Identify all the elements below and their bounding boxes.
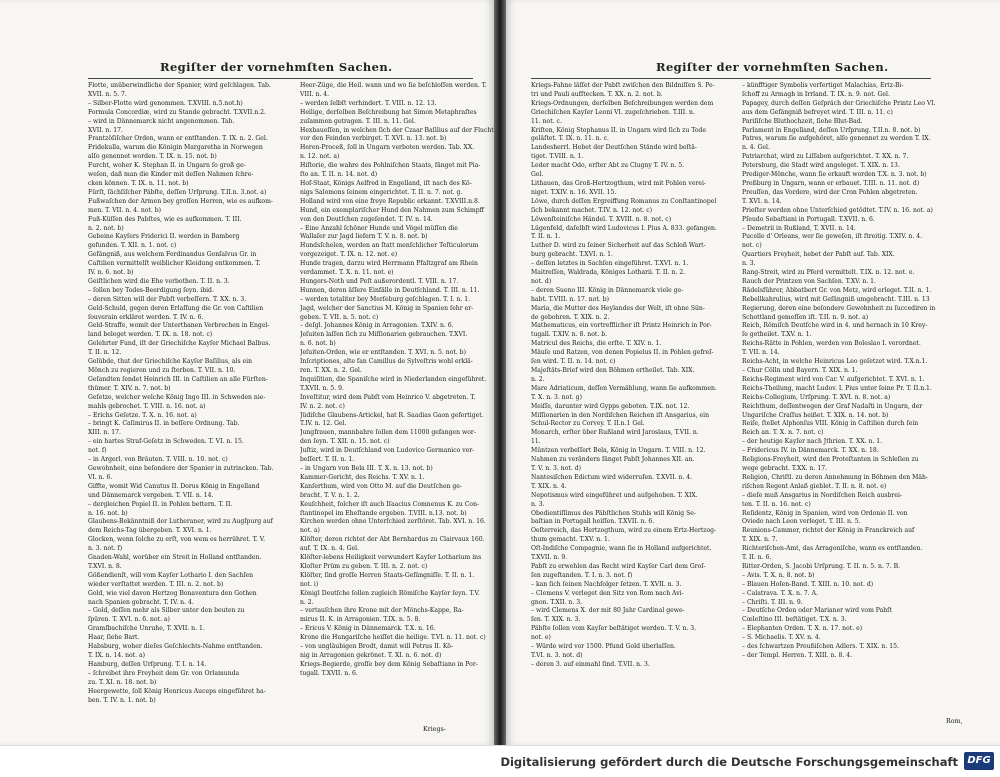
index-entry: Formula Concordiæ, wird zu Stande gebracht. T.XVII.n.2. <box>88 108 266 116</box>
index-entry: VI. n. 6. <box>88 473 113 481</box>
index-entry: cken können. T. IX. n. 11. not. b) <box>88 179 189 187</box>
index-entry: riſchen Regent Anlaß gieblet. T. II. n. 8. not. e) <box>742 482 887 490</box>
index-entry: aus dem Gefängniß befreyet wird. T. III. n. 11. c) <box>742 108 893 116</box>
index-entry: – Fridericus IV. in Dännemarck. T. XX. n. 18. <box>742 447 879 455</box>
index-entry: vor den Feinden verbirget. T. XVI. n. 13. not. b) <box>300 135 447 143</box>
index-entry: Rauch der Printzen von Sachſen. T.XV. n. 1. <box>742 277 876 285</box>
index-entry: T. V. n. 3. not. d) <box>531 464 581 472</box>
index-entry: Pabſt zu erwehlen das Recht wird Kayſer Carl dem Groſ- <box>531 562 706 570</box>
index-entry: thümer. T. XIV. n. 7. not. b) <box>88 384 171 392</box>
index-entry: tiget. T.VIII. n. 1. <box>531 153 584 161</box>
index-entry: T. XIX. n. 7. <box>742 536 778 544</box>
index-entry: Jeſuiten-Orden, wie er entſtanden. T. XVI. n. 5. not. b) <box>300 349 466 357</box>
index-entry: T. XVI. n. 14. <box>742 197 782 205</box>
index-entry: Wallaſer zur Jagd liefern T. V. n. 8. not. b) <box>300 233 428 241</box>
index-entry: Heergewette, ſoll König Henricus Auceps eingeführet ha- <box>88 687 266 695</box>
index-entry: – in Ungarn von Bela III. T. X. n. 13. not. b) <box>300 464 433 472</box>
index-entry: – von ungläubigen Brodt, damit will Petrus II. Kö- <box>300 643 453 651</box>
index-entry: n. 12. not. a) <box>300 153 340 161</box>
index-entry: ſen zugeſtanden. T. I. n. 3. not. f) <box>531 571 633 579</box>
index-entry: Heren-Proceß, ſoll in Ungarn verboten werden. Tab. XX. <box>300 144 475 152</box>
index-entry: 11. <box>531 438 541 446</box>
index-entry: habt. T.VIII. n. 17. not. b) <box>531 295 610 303</box>
index-entry: Mare Adriaticum, deſſen Vermählung, wann ſie aufkommen. <box>531 384 717 392</box>
index-entry: tugall. T.XVII. n. 6. <box>300 669 358 677</box>
index-entry: Inſcriptiones, alte fan Camillus de Sylveſtris wohl erklä- <box>300 358 473 366</box>
index-entry: Miſſionarien in den Nordiſchen Reichen iſt Ansgarius, ein <box>531 411 710 419</box>
index-entry: Fridekulla, warum die Königin Margaretha in Norwegen <box>88 144 263 152</box>
index-entry: geben. T. VII. n. 5. not. c) <box>300 313 379 321</box>
index-entry: Reſidentz, König in Spanien, wird von Ordonio II. von <box>742 509 908 517</box>
index-entry: Gebeine Kayſers Friderici II. werden in Bamberg <box>88 233 240 241</box>
index-entry: Flotte, unüberwindliche der Spanier, wird geſchlagen. Tab. <box>88 82 271 89</box>
index-entry: Hundsſchelen, werden an ſtatt menſchlicher Teſticulorum <box>300 242 479 250</box>
index-entry: Krone die Hungariſche heiſſet die heilige. T.VI. n. 11. not. c) <box>300 634 486 642</box>
index-entry: n. 6. not. b) <box>300 340 336 348</box>
index-entry: Päbſte ſollen vom Kayſer beſtätiget werden. T. V. n. 3. <box>531 625 697 633</box>
index-entry: Preßburg in Ungarn, wann er erbauet. T.III. n. 11. not. d) <box>742 179 920 187</box>
index-entry: Patriarchat, wird zu Liſſabon aufgerichtet. T. XX. n. 7. <box>742 153 909 161</box>
index-entry: – der Templ. Herren. T. XIII. n. 8. 4. <box>742 652 853 659</box>
index-entry: Luther D. wird zu ſeiner Sicherheit auf das Schloß Wart- <box>531 242 706 250</box>
index-entry: Patres, warum ſie aufgehöret, alſo genennet zu werden T. IX. <box>742 135 931 143</box>
index-entry: T. VII. n. 14. <box>742 349 780 357</box>
index-entry: Monarch, erſter über Rußland wird Jaroslaus, T.VII. n. <box>531 429 699 437</box>
index-entry: – ſollen bey Todes-Beerdigung ſeyn. ibid. <box>88 286 214 294</box>
index-entry: Reichthum, deſſentwegen der Graf Nadaſti in Ungarn, der <box>742 402 923 410</box>
index-entry: n. 2. <box>300 598 314 606</box>
index-entry: – bringt K. Caſimirus II. in beſſere Ordnung. Tab. <box>88 420 240 428</box>
index-entry: ſpüren. T. XVI. n. 6. not. a) <box>88 616 170 624</box>
index-entry: – ſchreibet ihre Freyheit dem Gr. von Orlamunda <box>88 669 240 677</box>
index-entry: Lithauen, das Groß-Hertzogthum, wird mit Pohlen verei- <box>531 179 706 187</box>
index-entry: weſen, daß man die Kinder mit deſſen Nahmen ſchre- <box>88 171 254 179</box>
index-entry: nig in Arragonien gekrönet. T. XI. n. 6. not. d) <box>300 652 442 659</box>
index-entry: ſen wird. T. II. n. 14. not. c) <box>531 358 616 366</box>
index-entry: Maria, die Mutter des Heylandes der Welt, iſt ohne Sün- <box>531 304 705 312</box>
index-entry: – Calatrava. T. X. n. 7. A. <box>742 589 818 597</box>
index-entry: Pſeudo Sebaſtiani in Portugall. T.XVII. n. 6. <box>742 215 875 223</box>
index-entry: Geiſtlichen wird die Ehe verbothen. T. II. n. 3. <box>88 277 230 285</box>
index-entry: Gößendienſt, will vom Kayſer Lothario I. den Sachſen <box>88 571 254 579</box>
index-entry: Kriegs-Begierde, groſſe bey dem König Sebaſtiano in Por- <box>300 660 478 668</box>
index-entry: not. f) <box>88 447 107 455</box>
index-entry: – in Ärgerl. von Bräuten. T. VIII. n. 10. not. c) <box>88 456 228 464</box>
index-entry: Kriegs-Ordnungen, derſelben Beſchreibungen werden dem <box>531 99 714 107</box>
left-column-1 <box>88 82 293 705</box>
index-entry: – der heutige Kayſer nach Jthrien. T. XX. n. 1. <box>742 438 883 446</box>
index-entry: Heer-Züge, die Heil. wann und wo ſie beſchloſſen werden. T. <box>300 82 487 89</box>
left-catchword: Kriegs- <box>423 726 446 733</box>
index-entry: 11. not. c. <box>531 117 562 125</box>
index-entry: Mäuſe und Ratzen, von denen Popielus II. in Pohlen gefreſ- <box>531 349 714 357</box>
index-entry: – Eine Anzahl ſchöner Hunde und Vögel müſſen die <box>300 224 458 232</box>
index-entry: Reich an. T. X. n. 7. not. c) <box>742 429 824 437</box>
index-entry: mirus II. K. in Arragonien. T.IX. n. 5. 8. <box>300 616 421 624</box>
index-entry: Richteriſchen-Amt, das Arragoniſche, wann es entſtanden. <box>742 545 923 553</box>
index-entry: Pucelle d' Orleans, wer ſie geweſen, iſt ſtreitig. T.XIV. n. 4. <box>742 233 923 241</box>
index-entry: ſen. T. XIX. n. 3. <box>531 616 581 624</box>
index-entry: XVII. n. 5. 7. <box>88 90 127 98</box>
index-entry: VIII. n. 4. <box>300 90 330 98</box>
index-entry: not. a) <box>300 527 320 535</box>
index-entry: Jeſuiten laſſen ſich zu Miſſionarien gebrauchen. T.XVI. <box>300 331 468 339</box>
index-entry: Geſetze, welcher welche König Ingo III. in Schweden nie- <box>88 393 266 401</box>
index-entry: Geld-Schuld, gegen deren Erlaſſung die Gr. von Caſtilien <box>88 304 264 312</box>
index-entry: – dieſe muß Ansgarius in Nordiſchen Reich ausbrei- <box>742 491 902 499</box>
right-header-rule <box>531 78 931 79</box>
index-entry: T. X. n. 3. not. g) <box>531 393 582 401</box>
index-entry: T.VI. n. 3. not. d) <box>531 652 583 659</box>
index-entry: T. II. n. 6. <box>742 554 772 562</box>
index-entry: Nepotismus wird eingeführet und aufgehoben. T. XIX. <box>531 491 698 499</box>
index-entry: – ein hartes Straf-Geſetz in Schweden. T. VI. n. 15. <box>88 438 244 446</box>
index-entry: n. 3. <box>531 500 545 508</box>
index-entry: Ritter-Orden, S. Jacobi Urſprung. T. II. n. 5. n. 7. B. <box>742 562 900 570</box>
funding-credit: Digitalisierung gefördert durch die Deutsche Forschungsgemeinschaft <box>500 755 958 769</box>
index-entry: Reichs-Acht, in welche Heinricus Leo geſetzet wird. T.X.n.1. <box>742 358 928 366</box>
index-entry: Fuß-Küſſen des Pabſtes, wie es aufkommen. T. III. <box>88 215 242 223</box>
index-entry: – Chur Cölln und Bayern. T. XIX. n. 1. <box>742 367 858 374</box>
footer-bar <box>0 745 1000 777</box>
index-entry: Rang-Streit, wird zu Pferd vermittelt. T.IX. n. 12. not. e. <box>742 269 915 277</box>
index-entry: Königl Deutſche ſollen zugleich Römiſche Kayſer ſeyn. T.V. <box>300 589 480 597</box>
index-entry: T. IX. n. 14. not. a) <box>88 652 146 659</box>
index-entry: Jagd, welcher der Sanctius M. König in Spanien ſehr er- <box>300 304 474 312</box>
index-entry: – wird in Dännemarck nicht angenommen. Tab. <box>88 117 235 125</box>
index-entry: men. T. VII. n. 4. not. b) <box>88 206 162 214</box>
index-entry: Schottland gemeſſen iſt. T.II. n. 9. not. a) <box>742 313 869 321</box>
index-entry: Keuſchheit, ſolcher iſt auch Iſaacius Comnenus K. zu Con- <box>300 500 480 508</box>
index-entry: baſtian in Portugall heiſſen. T.XVII. n. 6. <box>531 518 655 526</box>
index-entry: Inveſtitur, wird dem Pabſt vom Heinrico V. abgetreten. T. <box>300 393 476 401</box>
index-entry: Nahmen zu verändern fänget Pabſt Johannes XII. an. <box>531 456 695 464</box>
index-entry: Pariſiſche Bluthochzeit, ſiehe Blut-Bad. <box>742 117 863 125</box>
index-entry: gnon. T.XII. n. 3. <box>531 598 583 606</box>
index-entry: T.IV. n. 12. Gel. <box>300 420 347 428</box>
index-entry: Cœleſtino III. beſtätiget. T.X. n. 3. <box>742 616 847 624</box>
index-entry: nach Spanien gebracht. T. IV. n. 4. <box>88 598 194 606</box>
index-entry: ren. T. XX. n. 2. Gel. <box>300 367 362 374</box>
index-entry: Reichs-Rätte in Pohlen, werden von Boleslao I. verordnet. <box>742 340 921 348</box>
index-entry: Hof-Staat, Königs Aelfred in Engelland, iſt nach des Kö- <box>300 179 472 187</box>
index-entry: Religions-Freyheit, wird den Proteſtanten in Schleſien zu <box>742 456 919 464</box>
index-entry: – deſgl. Johannes König in Arragonien. T.XIV. n. 6. <box>300 322 454 330</box>
index-entry: Religion, Chriſtl. zu deren Annehmung in Böhmen den Mäh- <box>742 473 928 481</box>
index-entry: – werden totaliter bey Merſeburg geſchlagen. T. I. n. 1. <box>300 295 471 303</box>
index-entry: – künfftiger Symbolis verfertiget Malachias, Ertz-Bi- <box>742 82 904 89</box>
index-entry: Furcht, woher K. Stephan II. in Ungarn ſo groß ge- <box>88 162 246 170</box>
index-entry: XIII. n. 17. <box>88 429 121 437</box>
index-entry: Fürſt, ſächſiſcher Päbſte, deſſen Urſprung. T.II.n. 3.not. a) <box>88 188 267 196</box>
index-entry: niget. T.XIV. n. 16. XVII. 15. <box>531 188 617 196</box>
index-entry: – dergleichen Popiel II. in Pohlen bettern. T. II. <box>88 500 233 508</box>
index-entry: Gel. <box>531 171 544 179</box>
index-entry: Hungers-Noth und Peſt außerordentl. T. VIII. n. 17. <box>300 277 459 285</box>
index-entry: und Dännemarck vergeben. T. VII. n. 14. <box>88 491 214 499</box>
index-entry: Majeſtäts-Brief wird den Böhmen ertheilet. Tab. XIX. <box>531 367 695 374</box>
index-entry: Reichs-Regiment wird von Car. V. aufgerichtet. T. XVI. n. 1. <box>742 375 925 383</box>
index-entry: wieder verſtattet werden. T. III. n. 2. not. b) <box>88 580 224 588</box>
index-entry: Kriegs-Fahne läſſet der Pabſt zwiſchen den Bildniſſen S. Pe- <box>531 82 715 89</box>
index-entry: Gelehrter Fund, iſt der Griechiſche Kayſer Michael Balbus. <box>88 340 271 348</box>
index-entry: – vertauſchen ihre Krone mit der Mönchs-Kappe, Ra- <box>300 607 464 615</box>
index-entry: Papagey, durch deſſen Geſpräch der Griechiſche Printz Leo VI. <box>742 99 936 107</box>
index-entry: thum gemacht. T.XV. n. 1. <box>531 536 610 544</box>
index-entry: bracht. T. V. n. 1. 2. <box>300 491 360 499</box>
index-entry: wege gebracht. T.XX. n. 17. <box>742 464 828 472</box>
index-entry: – Silber-Flotte wird genommen. T.XVIII. n.5.not.h) <box>88 99 243 107</box>
index-entry: Rädelsführer, Abbatbert Gr. von Metz, wird erleget. T.II. n. 1. <box>742 286 932 294</box>
index-entry: not. c) <box>742 242 762 250</box>
right-column-2 <box>742 82 947 661</box>
index-entry: Quartiers Freyheit, hebet der Pabſt auf. Tab. XIX. <box>742 251 895 259</box>
index-entry: Preuſſen, das Vordere, wird der Cron Pohlen abgetreten. <box>742 188 918 196</box>
index-entry: Mathematicus, ein vortrefflicher iſt Printz Heinrich in Por- <box>531 322 712 330</box>
index-entry: Caſtilien vermittelſt weiblicher Kleidung entkommen. T. <box>88 260 261 268</box>
index-entry: n. 2. not. b) <box>88 224 124 232</box>
index-entry: n. 3. <box>742 260 756 268</box>
index-entry: Reiſe, ſtellet Alphonſus VIII. König in Caſtilien durch ſein <box>742 420 919 428</box>
index-entry: Glaubens-Bekänntniß der Lutheraner, wird zu Augſpurg auf <box>88 518 273 526</box>
index-entry: – deren 3. auf einmahl ſind. T.VII. n. 3. <box>531 660 650 668</box>
index-entry: alſo genennet worden. T. IX. n. 15. not. b) <box>88 153 217 161</box>
index-entry: dem Reichs-Tag übergeben. T. XVI. n. 1. <box>88 527 212 535</box>
index-entry: Maitreſſen, Waldrada, Königes Lotharii. T. II. n. 2. <box>531 269 686 277</box>
index-entry: not. i) <box>300 580 319 588</box>
index-entry: XVII. n. 17. <box>88 126 123 134</box>
index-entry: Gelübde, thut der Griechiſche Kayſer Baſilius, als ein <box>88 358 253 366</box>
index-entry: mahls gebrochet. T. VIII. n. 16. not. a) <box>88 402 206 410</box>
index-entry: Gnaden-Wahl, worüber ein Streit in Holland entſtanden. <box>88 554 262 562</box>
index-entry: Kloſter Prüm zu geben. T. III. n. 2. not. c) <box>300 562 428 570</box>
index-entry: – Chriſti. T. III. n. 9. <box>742 598 803 606</box>
index-entry: ſchoff zu Armagh in Irrland. T. IX. n. 9. not. Gel. <box>742 90 890 98</box>
index-entry: ben. T. IV. n. 1. not. b) <box>88 696 156 704</box>
index-entry: nigs Salomons ſeinem eingerichtet. T. II. n. 7. not. g. <box>300 188 463 196</box>
index-entry: Oeſterreich, das Hertzogthum, wird zu einem Ertz-Hertzog- <box>531 527 717 535</box>
index-entry: T. II. n. 12. <box>88 349 122 357</box>
index-entry: – S. Michaelis. T. XV. n. 4. <box>742 634 821 642</box>
index-entry: Gramſbachiſche Unruhe, T. XVII. n. 1. <box>88 625 205 633</box>
right-catchword: Rom, <box>946 718 963 725</box>
index-entry: Hamburg, deſſen Urſprung. T. I. n. 14. <box>88 660 207 668</box>
right-column-1 <box>531 82 736 670</box>
index-entry: Jungfrauen, mannbahre ſollen dem 11000 gefangen wor- <box>300 429 476 437</box>
index-entry: – Ericus V. König in Dännemarck. T.X. n. 16. <box>300 625 436 633</box>
index-entry: T. II. n. 1. <box>531 233 561 241</box>
index-entry: Heilige, derſelben Beſchreibung hat Simon Metaphraſtes <box>300 108 477 116</box>
index-entry: Klöſter-lebens Heiligkeit verwundert Kayſer Lotharium ins <box>300 554 482 562</box>
index-entry: Habsburg, woher dieſes Geſchlechts-Nahme entſtanden. <box>88 643 263 651</box>
index-entry: Reichs-Collegium, Urſprung. T. XVI. n. 8. not. a) <box>742 393 891 401</box>
index-entry: Gefängniß, aus welchem Ferdinandus Gonſalvus Gr. in <box>88 251 257 259</box>
index-entry: – werden ſelbſt verhindert. T. VIII. n. 12. 13. <box>300 99 437 107</box>
dfg-logo-icon: DFG <box>964 752 994 770</box>
index-entry: den ſeyn. T. XII. n. 15. not. c) <box>300 438 390 446</box>
index-entry: verdammet. T. X. n. 11. not. e) <box>300 269 394 277</box>
index-entry: ſe getheilet. T.XV. n. 1. <box>742 331 812 339</box>
index-entry: von den Deutſchen zugeſendet. T. IV. n. 14. <box>300 215 433 223</box>
index-entry: Prieſter werden ohne Unterſchied getödtet. T.IV. n. 16. not. a) <box>742 206 933 214</box>
index-entry: Matricul des Reichs, die erſte. T. XIV. n. 1. <box>531 340 662 348</box>
index-entry: Reich, Römiſch Deutſche wird in 4. und hernach in 10 Krey- <box>742 322 928 330</box>
index-entry: n. 3. not. f) <box>88 545 123 553</box>
index-entry: Mönch zu regieren und zu ſterben. T. VII. n. 10. <box>88 367 236 374</box>
index-entry: Reichs-Theilung, macht Ludov. I. Pius unter ſeine Pr. T. II.n.1. <box>742 384 932 392</box>
index-entry: Hunde tragen, darzu wird Herrmann Pfaltzgraf am Rhein <box>300 260 478 268</box>
index-entry: zu. T. XI. n. 18. not. b) <box>88 678 157 686</box>
index-entry: Griechiſchen Kayſer Leoni VI. zugeſchrieben. T.III. n. <box>531 108 695 116</box>
index-entry: T.XVII. n. 9. <box>531 554 568 562</box>
index-entry: – Elephanten Orden. T. X. n. 17. not. e) <box>742 625 863 633</box>
index-entry: – deſſen letztes in Sachſen eingeführet. T.XVI. n. 1. <box>531 260 689 268</box>
index-entry: vorgezeiget. T. IX. n. 12. not. e) <box>300 251 398 259</box>
index-entry: Gewohnheit, eine beſondere der Spanier in zutrincken. Tab. <box>88 464 274 472</box>
right-page-header: Regiſter der vornehmſten Sachen. <box>656 60 889 74</box>
index-entry: Kanſerthum, wird von Otto M. auf die Deutſchen ge- <box>300 482 462 490</box>
index-entry: Landesherrl. Hebet der Deutſchen Stände wird beſtä- <box>531 144 697 152</box>
index-entry: – deren Sitten will der Pabſt verbeſſern. T. XX. n. 3. <box>88 295 247 303</box>
index-entry: – Demetrii in Rußland, T. XVII. n. 14. <box>742 224 856 232</box>
index-entry: Geſandten ſendet Heinrich III. in Caſtilien an alle Fürſten- <box>88 375 268 383</box>
index-entry: Rebellkahrulius, wird mit Gefängniß umgebracht. T.III. n. 13 <box>742 295 930 303</box>
index-entry: not. e) <box>531 634 551 642</box>
index-entry: – Clemens V. verleget den Sitz von Rom nach Avi- <box>531 589 684 597</box>
index-entry: geläſtet. T. IX. n. 11. n. c. <box>531 135 609 143</box>
index-entry: burg gebracht. T.XVI. n. 1. <box>531 251 613 259</box>
index-entry: Müntzen verbeſſert Bela, König in Ungarn. T. VIII. n. 12. <box>531 447 706 455</box>
index-entry: Lügenfeld, daſelbſt wird Ludovicus I. Pius A. 833. gefangen. <box>531 224 717 232</box>
index-entry: Ungariſche Craſſus heißet. T. XIX. n. 14. not. b) <box>742 411 889 419</box>
index-entry: Fußwaſchen der Armen bey groſſen Herren, wie es aufkom- <box>88 197 273 205</box>
index-entry: – kan ſich ſeinen Nachfolger ſetzen. T. XVII. n. 3. <box>531 580 682 588</box>
index-entry: Löwe, durch deſſen Ergreiffung Romanus zu Conſtantinopel <box>531 197 717 205</box>
index-entry: Oſt-Indiſche Compagnie, wann ſie in Holland aufgerichtet. <box>531 545 712 553</box>
index-entry: Kammer-Gericht, des Reichs. T. XV. n. 1. <box>300 473 425 481</box>
index-entry: Leder macht Odo, erſter Abt zu Clugny T. IV. n. 5. <box>531 162 685 170</box>
index-entry: gefunden. T. XII. n. 1. not. c) <box>88 242 177 250</box>
index-entry: n. 2. <box>531 375 545 383</box>
index-entry: Gold, wie viel davon Hertzog Bonaventura den Gothen <box>88 589 257 597</box>
index-entry: Nantesiſchen Edictum wird widerrufen. T.XVII. n. 4. <box>531 473 693 481</box>
index-entry: Jüdiſche Glaubens-Artickel, hat R. Saadias Gaon gefertiget. <box>300 411 484 419</box>
right-page <box>506 0 1000 745</box>
index-entry: Hiſtorie, die wahre des Pohlniſchen Staats, fänget mit Pia- <box>300 162 481 170</box>
index-entry: IV. n. 2. not. c) <box>300 402 345 410</box>
index-entry: Regierung, deren eine beſondere Gewohnheit zu ſuccediren in <box>742 304 936 312</box>
index-entry: ſtantinopel im Eheſtande ergeben. T.VIII. n.13. not. b) <box>300 509 467 517</box>
book-gutter <box>494 0 506 745</box>
left-header-rule <box>88 78 473 79</box>
index-entry: T.XVI. n. 8. <box>88 562 122 570</box>
index-entry: Frantzöſiſcher Orden, wann er entſtanden. T. IX. n. 2. Gel. <box>88 135 268 143</box>
index-entry: – Gold, deſſen mehr als Silber unter den beuten zu <box>88 607 245 615</box>
index-entry: Schul-Rector zu Corvey. T. II.n.1 Gel. <box>531 420 645 428</box>
index-entry: de gebohren. T. XIX. n. 2. <box>531 313 610 321</box>
index-entry: Kirchen werden ohne Unterſchied zerſtöret. Tab. XVI. n. 16. <box>300 518 486 526</box>
index-entry: Haar, ſiehe Bart. <box>88 634 140 642</box>
index-entry: not. d) <box>531 277 552 285</box>
left-column-2 <box>300 82 494 679</box>
index-entry: Hund, ein exemplariſcher Hund den Nahmen zum Schimpff <box>300 206 485 214</box>
index-entry: – Würde wird vor 1500. Pfund Gold überlaſſen. <box>531 643 676 651</box>
index-entry: Oviedo nach Leon verleget. T. III. n. 5. <box>742 518 861 526</box>
index-entry: Hunnen, deren äſſere Einfälle in Deutſchland. T. III. n. 11. <box>300 286 480 294</box>
index-entry: – Avis. T. X. n. 8. not. b) <box>742 571 815 579</box>
index-entry: ſouverain erkläret werden. T. IV. n. 6. <box>88 313 204 321</box>
index-entry: – Blauen Hoſen-Band. T. XIII. n. 10. not. d) <box>742 580 874 588</box>
index-entry: Juſtiz, wird in Deutſchland von Ludovico Germanico ver- <box>300 447 475 455</box>
index-entry: tri und Pauli aufſtecken. T. XX. n. 2. not. b. <box>531 90 663 98</box>
index-entry: n. 4. Gel. <box>742 144 770 152</box>
index-entry: Holland wird von eine freye Republic erkannt. T.XVIII.n.8. <box>300 197 480 205</box>
index-entry: ten. T. II. n. 16. not. c) <box>742 500 811 508</box>
index-entry: T.XVII. n. 5. 9. <box>300 384 344 392</box>
index-entry: Prediger-Mönche, wann ſie erkauft worden T.X. n. 3. not. b) <box>742 171 927 179</box>
index-entry: auf. T. IX. n. 4. Gel. <box>300 545 360 553</box>
index-entry: – deren Sueno III. König in Dännemarck viele ge- <box>531 286 684 294</box>
index-entry: – wird Clemens X. der mit 80 Jahr Cardinal gewe- <box>531 607 685 615</box>
left-page <box>0 0 494 745</box>
index-entry: Kriſten, König Stephanus II. in Ungarn wird ſich zu Tode <box>531 126 706 134</box>
index-entry: ſich bekannt machet. T.IV. n. 12. not. c) <box>531 206 653 214</box>
index-entry: Meiſſe, darunter wird Gypps geboten. T.IX. not. 12. <box>531 402 690 410</box>
left-page-header: Regiſter der vornehmſten Sachen. <box>160 60 393 74</box>
index-entry: land beleget werden. T. IX. n. 18. not. c) <box>88 331 213 339</box>
index-entry: – Erichs Geſetze. T. X. n. 16. not. a) <box>88 411 197 419</box>
index-entry: tugall. T.XIV. n. 8. not. b. <box>531 331 608 339</box>
index-entry: beſſert. T. II. n. 1. <box>300 456 355 464</box>
index-entry: Parlament in Engelland, deſſen Urſprung. T.II.n. 8. not. b) <box>742 126 921 134</box>
index-entry: Geld-Straffe, womit der Unterthanen Verbrechen in Engel- <box>88 322 270 330</box>
index-entry: Obedientiſſimus des Päbſtlichen Stuhls will König Se- <box>531 509 696 517</box>
index-entry: – des ſchwartzen Preußiſchen Adlers. T. XIX. n. 15. <box>742 643 899 651</box>
index-entry: Petersburg, die Stadt wird angeleget. T. XIX. n. 13. <box>742 162 900 170</box>
index-entry: Löwenſteiniſche Händel. T. XVIII. n. 8. not. c) <box>531 215 672 223</box>
index-entry: IV. n. 6. not. b) <box>88 269 134 277</box>
index-entry: Glocken, wenn ſolche zu erſt, von wem es herrühret. T. V. <box>88 536 266 544</box>
index-entry: Hexbaueſſen, in welchen ſich der Czaar Baſilius auf der Flucht <box>300 126 494 134</box>
index-entry: Klöſter, deren richtet der Abt Bernhardus zu Clairvaux 160. <box>300 536 485 544</box>
index-entry: Reunions-Cammer, richtet der König in Franckreich auf <box>742 527 915 535</box>
index-entry: T. XIX. n. 4. <box>531 482 567 490</box>
index-entry: n. 16. not. b) <box>88 509 128 517</box>
index-entry: Giffte, womit Wid Canutus II. Dorus König in Engelland <box>88 482 260 490</box>
index-entry: Inquiſition, die Spaniſche wird in Niederlanden eingeführet. <box>300 375 487 383</box>
index-entry: – Deutſche Orden oder Marianer wird vom Pabſt <box>742 607 892 615</box>
index-entry: ſto an. T. II. n. 14. not. d) <box>300 171 378 179</box>
index-entry: Klöſter, ſind groſſe Herren Staats-Gefängniſſe. T. II. n. 1. <box>300 571 475 579</box>
index-entry: zuſammen getragen. T. III. n. 11. Gel. <box>300 117 416 125</box>
